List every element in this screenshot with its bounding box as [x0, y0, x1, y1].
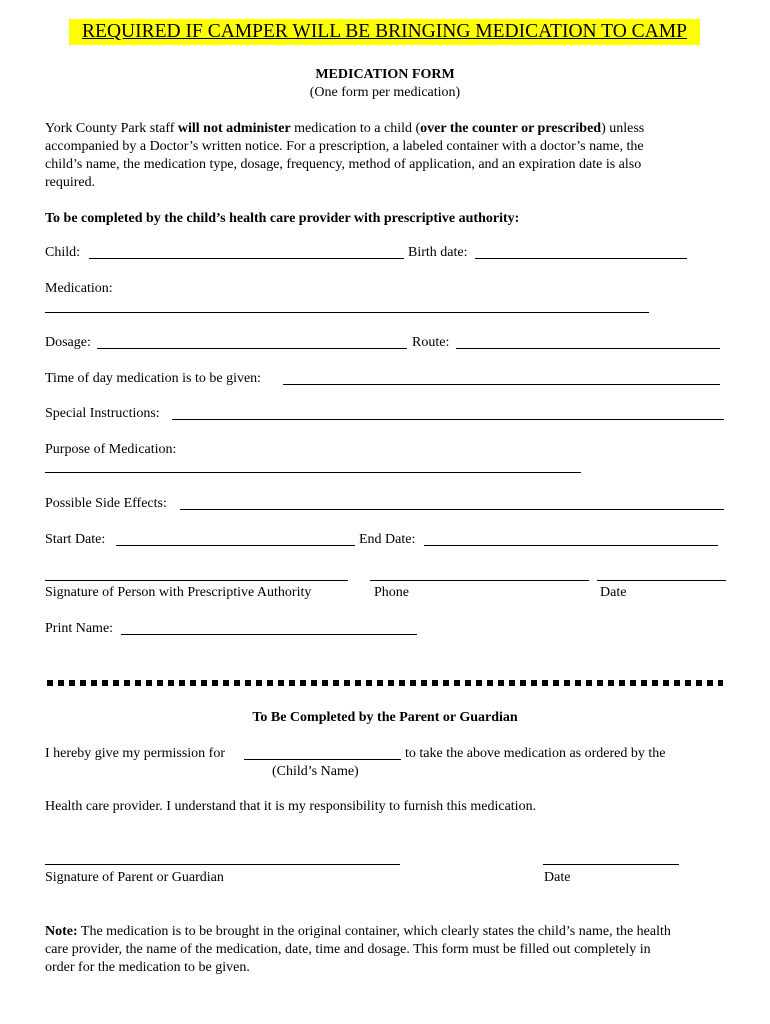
- birth-date-label: Birth date:: [408, 245, 468, 260]
- section-divider: [47, 680, 723, 686]
- route-label: Route:: [412, 335, 450, 350]
- authority-date-label: Date: [600, 585, 627, 600]
- dosage-label: Dosage:: [45, 335, 91, 350]
- start-date-label: Start Date:: [45, 532, 106, 547]
- provider-heading: To be completed by the child’s health care provider with prescriptive authority:: [45, 211, 520, 226]
- route-field[interactable]: [456, 348, 720, 349]
- medication-field[interactable]: [45, 312, 649, 313]
- note-label: Note:: [45, 924, 78, 939]
- intro-text-2: medication to a child (: [290, 121, 421, 136]
- parent-heading: To Be Completed by the Parent or Guardian: [252, 710, 518, 725]
- end-date-field[interactable]: [424, 545, 718, 546]
- intro-line-3: child’s name, the medication type, dosage, frequency, method of application, and an expiration date is also: [45, 157, 642, 172]
- intro-text-3: ) unless: [601, 121, 645, 136]
- time-of-day-label: Time of day medication is to be given:: [45, 371, 262, 386]
- note-line-2: care provider, the name of the medication, date, time and dosage. This form must be filled out completely in: [45, 942, 651, 957]
- note-line-1: The medication is to be brought in the original container, which clearly states the child’s name, the health: [77, 924, 671, 939]
- phone-field[interactable]: [370, 580, 589, 581]
- start-date-field[interactable]: [116, 545, 355, 546]
- required-banner: REQUIRED IF CAMPER WILL BE BRINGING MEDICATION TO CAMP: [69, 19, 700, 45]
- intro-bold-1: will not administer: [177, 121, 291, 136]
- birth-date-field[interactable]: [475, 258, 687, 259]
- side-effects-label: Possible Side Effects:: [45, 496, 167, 511]
- parent-date-field[interactable]: [543, 864, 679, 865]
- authority-signature-field[interactable]: [45, 580, 348, 581]
- permission-text-b: to take the above medication as ordered by the: [405, 746, 666, 761]
- purpose-label: Purpose of Medication:: [45, 442, 177, 457]
- time-of-day-field[interactable]: [283, 384, 720, 385]
- print-name-field[interactable]: [121, 634, 417, 635]
- intro-line-4: required.: [45, 175, 96, 190]
- note-line-3: order for the medication to be given.: [45, 960, 250, 975]
- form-subtitle: (One form per medication): [309, 85, 461, 100]
- note-paragraph: [45, 923, 735, 977]
- child-label: Child:: [45, 245, 81, 260]
- end-date-label: End Date:: [359, 532, 416, 547]
- form-title: MEDICATION FORM: [315, 67, 455, 82]
- dosage-field[interactable]: [97, 348, 407, 349]
- special-instructions-field[interactable]: [172, 419, 724, 420]
- phone-label: Phone: [374, 585, 409, 600]
- intro-text-1: York County Park staff: [45, 121, 178, 136]
- child-name-field[interactable]: [244, 759, 401, 760]
- parent-signature-label: Signature of Parent or Guardian: [45, 870, 224, 885]
- child-field[interactable]: [89, 258, 404, 259]
- parent-date-label: Date: [544, 870, 571, 885]
- intro-bold-2: over the counter or prescribed: [420, 121, 602, 136]
- responsibility-text: Health care provider. I understand that it is my responsibility to furnish this medication.: [45, 799, 537, 814]
- intro-paragraph: [45, 120, 735, 192]
- intro-line-2: accompanied by a Doctor’s written notice. For a prescription, a labeled container with a doctor’s name, the: [45, 139, 644, 154]
- childs-name-caption: (Child’s Name): [272, 764, 359, 779]
- permission-text-a: I hereby give my permission for: [45, 746, 226, 761]
- purpose-field[interactable]: [45, 472, 581, 473]
- side-effects-field[interactable]: [180, 509, 724, 510]
- special-instructions-label: Special Instructions:: [45, 406, 160, 421]
- parent-signature-field[interactable]: [45, 864, 400, 865]
- authority-date-field[interactable]: [597, 580, 726, 581]
- print-name-label: Print Name:: [45, 621, 114, 636]
- authority-signature-label: Signature of Person with Prescriptive Authority: [45, 585, 312, 600]
- medication-label: Medication:: [45, 281, 113, 296]
